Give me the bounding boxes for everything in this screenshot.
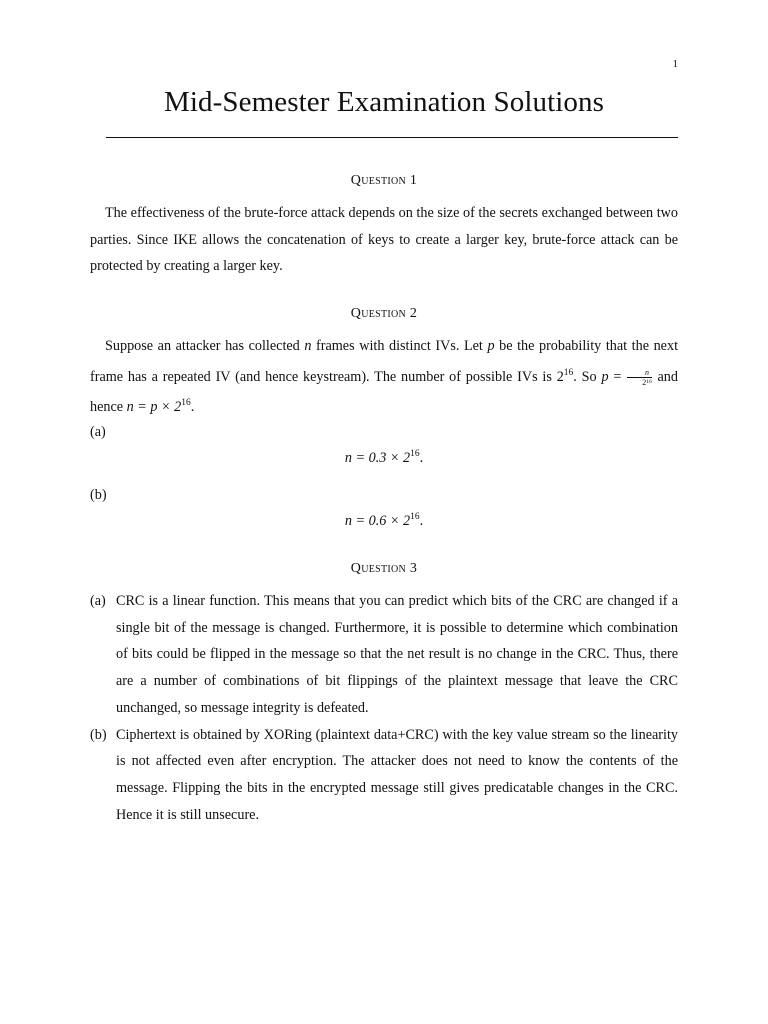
question-2-part-a-equation: $n = 0.3 \times 2^{16}$. [344, 449, 424, 466]
list-marker: (a) [90, 593, 106, 609]
question-3-part-b [90, 722, 678, 829]
list-marker: (b) [90, 726, 107, 743]
question-2-part-a-label: (a) [90, 424, 106, 440]
question-2-heading: Question 2 [350, 306, 418, 321]
question-2-part-b-label: (b) [90, 487, 107, 503]
question-2-part-b-equation: $n = 0.6 \times 2^{16}$. [344, 512, 424, 529]
question-3-part-a [90, 588, 678, 722]
question-2-answer: Suppose an attacker has collected n frames with distinct IVs. Let p be the probability that the next frame has a repeated IV (and hence keystream). The number of possible IVs is $2^{16}$. So p = $\frac{n}{2^{16}}$ and hence $n = p \times 2^{16}$. [90, 338, 679, 416]
question-3-answer-list [90, 588, 678, 828]
document-title: Mid-Semester Examination Solutions [164, 86, 604, 118]
question-3-heading: Question 3 [350, 561, 418, 576]
fraction-n-over-2-16: $\frac{n}{2^{16}}$ [627, 369, 652, 387]
list-item-text: Ciphertext is obtained by XORing (plaintext data+CRC) with the key value stream so the linearity is not affected even after encryption. The attacker does not need to know the contents of the message. Flipping the bits in the encrypted message still gives predicatable changes in the CRC. Hence it is still unsecure. [116, 726, 678, 823]
page-number: 1 [672, 58, 678, 70]
list-item-text: CRC is a linear function. This means that you can predict which bits of the CRC are changed if a single bit of the message is changed. Furthermore, it is possible to determine which combination of bits could be flipped in the message so that the net result is no change in the CRC. Thus, there are a number of combinations of bit flippings of the plaintext message that leave the CRC unchanged, so message integrity is defeated. [116, 593, 678, 716]
question-1-answer: The effectiveness of the brute-force attack depends on the size of the secrets exchanged between two parties. Since IKE allows the concatenation of keys to create a larger key, brute-force attack can be protected by creating a larger key. [90, 205, 678, 275]
question-1-heading: Question 1 [350, 173, 418, 188]
title-rule [106, 137, 678, 138]
